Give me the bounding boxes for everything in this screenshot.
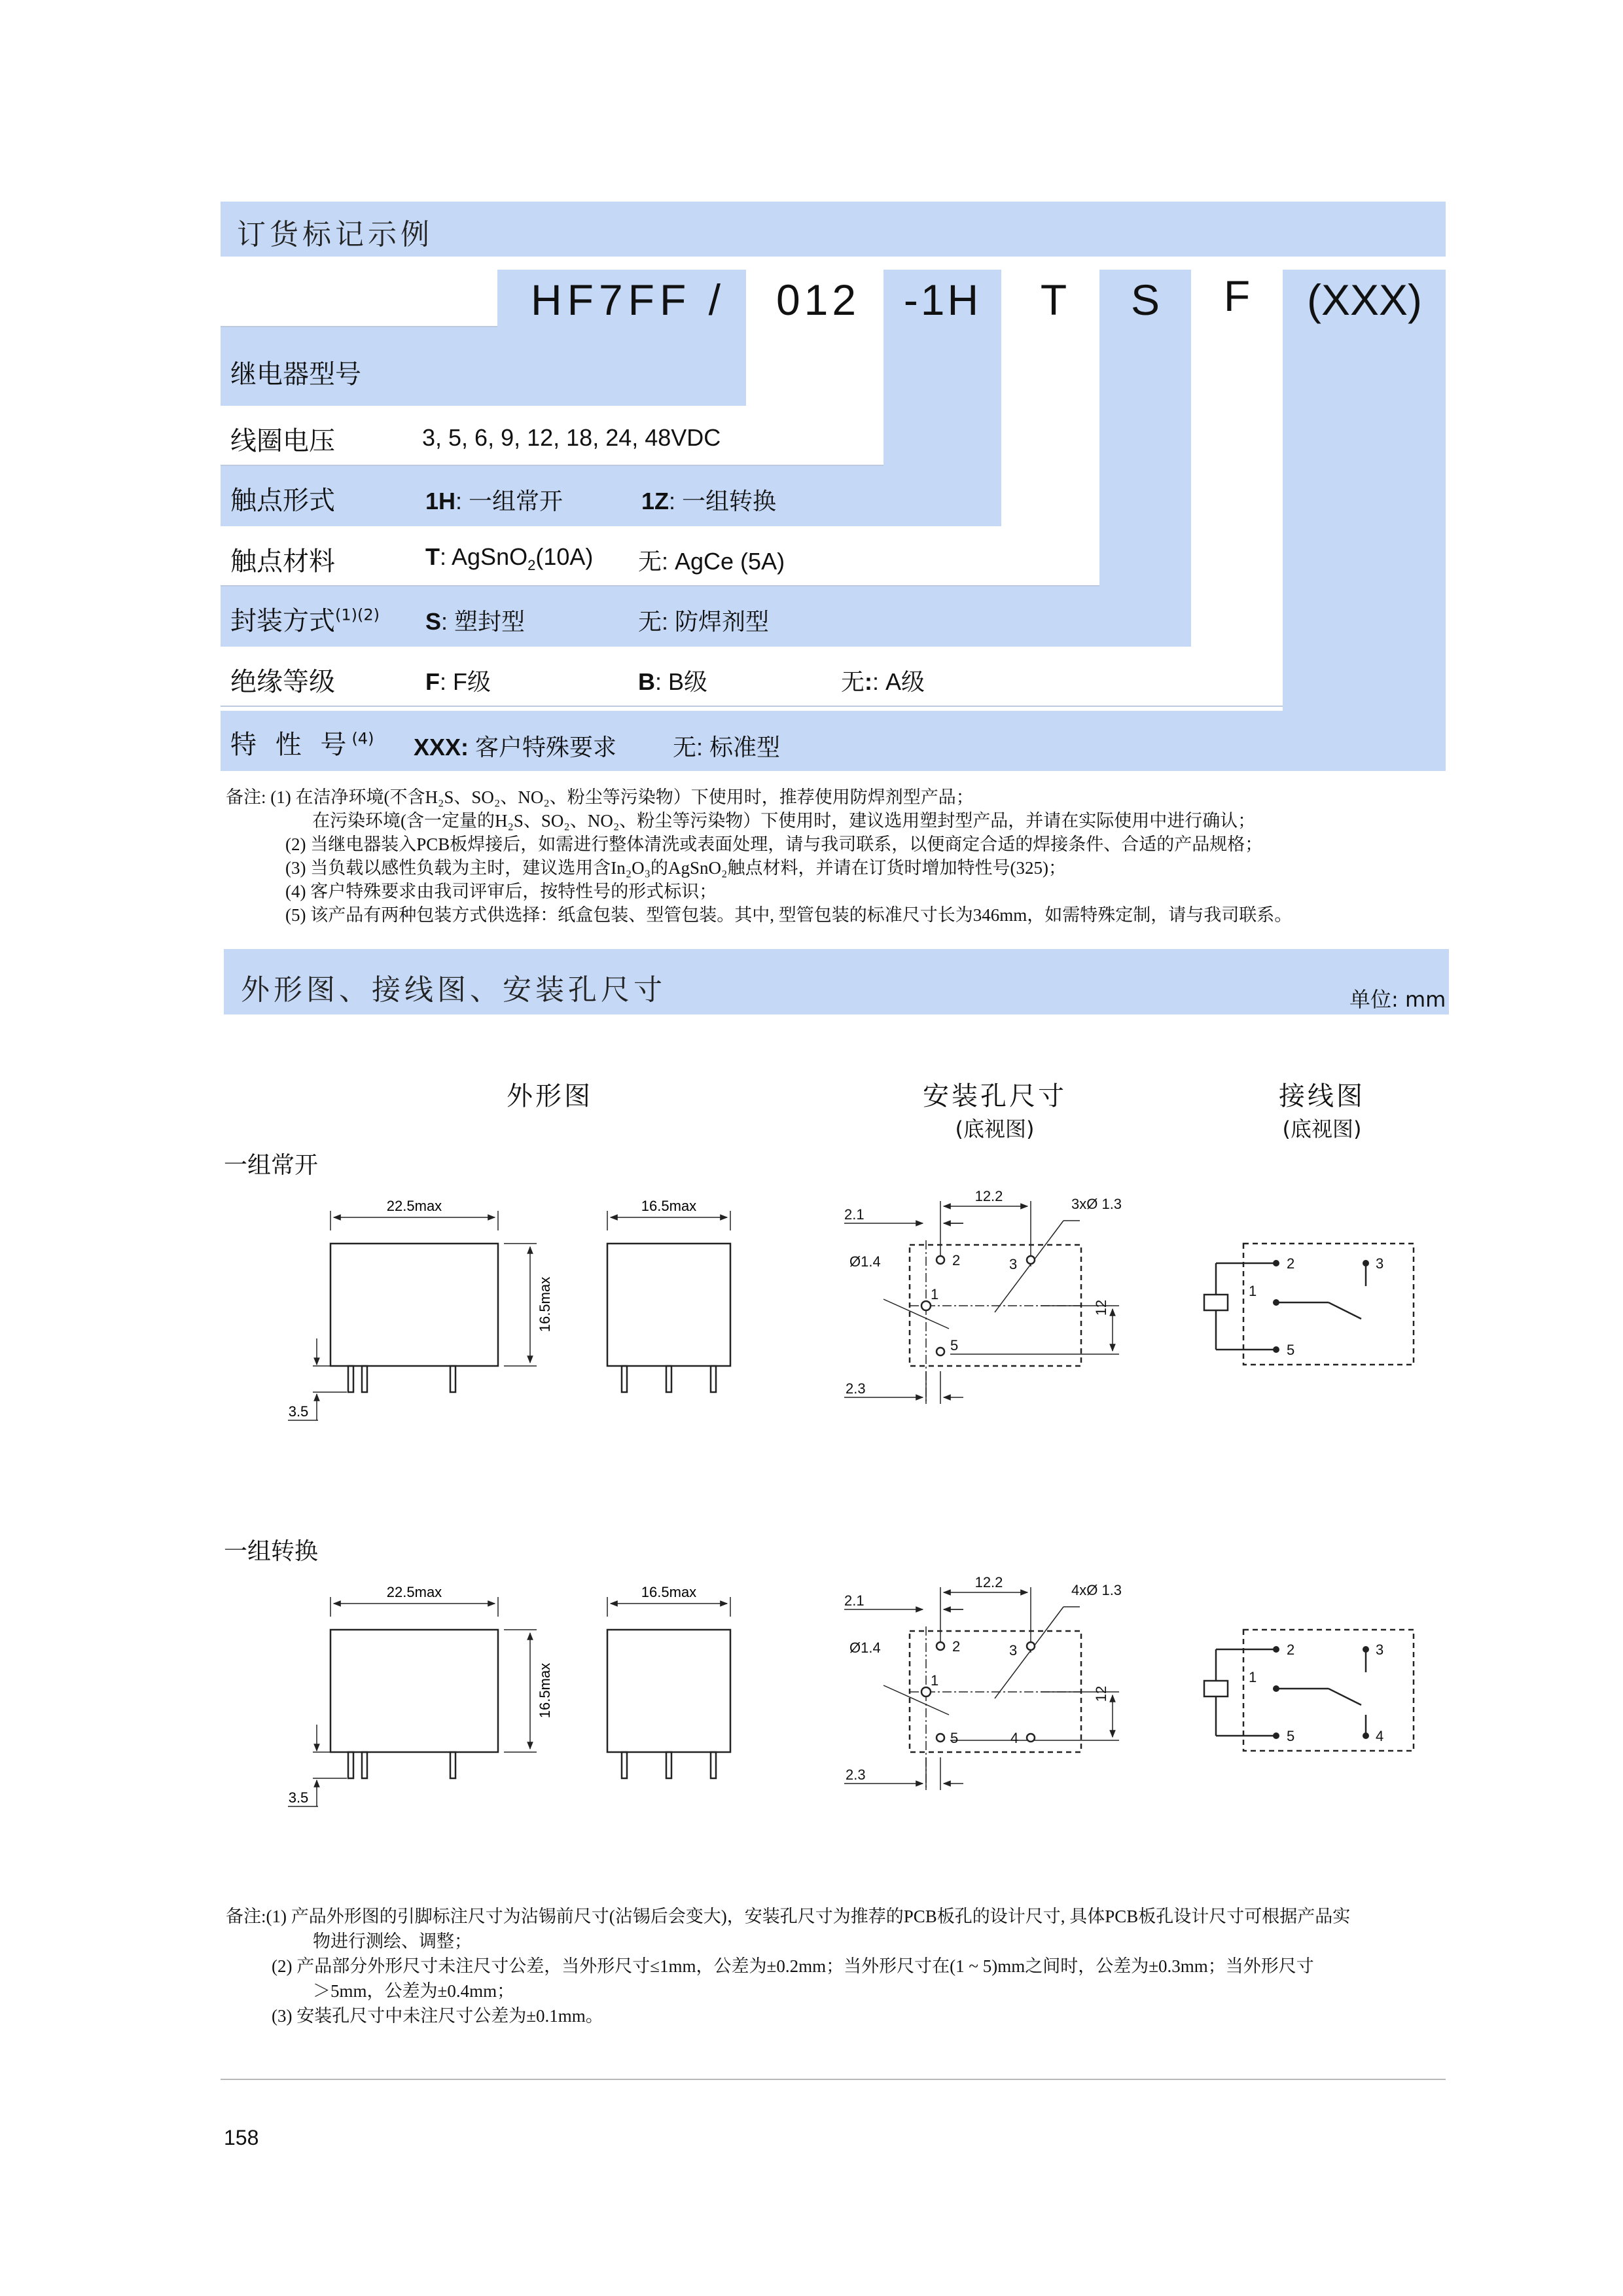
wiring-pin-1: 1	[1249, 1283, 1257, 1299]
note2-line3: (2) 产品部分外形尺寸未注尺寸公差，当外形尺寸≤1mm，公差为±0.2mm；当外形尺寸在(1 ~ 5)mm之间时，公差为±0.3mm；当外形尺寸	[272, 1956, 1314, 1976]
footer-divider	[221, 2079, 1446, 2080]
wiring-outline	[1243, 1244, 1414, 1365]
note1-line1: 备注: (1) 在洁净环境(不含H₂S、SO₂、NO₂、粉尘等污染物）下使用时，推荐使用防焊剂型产品；	[226, 787, 974, 807]
dim-width-side: 16.5max	[641, 1198, 697, 1214]
dim-width-front-2: 22.5max	[386, 1584, 442, 1600]
group1-label: 一组常开	[224, 1152, 319, 1179]
relay-side-body-2	[607, 1630, 730, 1752]
hole-5	[936, 1348, 944, 1355]
hole-3	[1027, 1256, 1035, 1264]
row-label-insulation: 绝缘等级	[230, 667, 335, 697]
material-none: 无: AgCe (5A)	[638, 548, 785, 575]
dim-23-2: 2.3	[846, 1767, 866, 1783]
dim-21-2: 2.1	[844, 1592, 865, 1609]
hole-spec-2: 4xØ 1.3	[1071, 1582, 1122, 1598]
note1-line2: 在污染环境(含一定量的H₂S、SO₂、NO₂、粉尘等污染物）下使用时，建议选用塑封型产品，并请在实际使用中进行确认；	[312, 811, 1256, 831]
dim-122-2: 12.2	[974, 1574, 1003, 1590]
dim-pin-length: 3.5	[288, 1403, 309, 1420]
code-contact: -1H	[903, 276, 982, 324]
dim-23: 2.3	[846, 1380, 866, 1397]
row-bar-contact	[221, 466, 1001, 526]
outline-drawing-2	[275, 1571, 759, 1820]
hole-spec: 3xØ 1.3	[1071, 1196, 1122, 1212]
special-xxx: XXX: 客户特殊要求	[414, 734, 617, 761]
page-number: 158	[224, 2126, 259, 2149]
wiring2-pin-3: 3	[1376, 1641, 1384, 1658]
row-line-model	[221, 326, 497, 327]
hole-2	[936, 1256, 944, 1264]
holes-drawing-1	[844, 1181, 1145, 1417]
insulation-a: 无:: A级	[841, 668, 925, 695]
pin-label-1: 1	[931, 1286, 939, 1302]
wiring-pin-5: 5	[1287, 1342, 1295, 1358]
wiring-pin-3: 3	[1376, 1255, 1384, 1272]
note2-line4: ＞5mm，公差为±0.4mm；	[313, 1981, 515, 2001]
note1-line4: (3) 当负载以感性负载为主时，建议选用含In₂O₃的AgSnO₂触点材料，并请在订货时增加特性号(325)；	[285, 858, 1066, 878]
ordering-title: 订货标记示例	[237, 218, 433, 251]
pin2-label-2: 2	[952, 1638, 961, 1655]
note2-line2: 物进行测绘、调整；	[313, 1931, 472, 1951]
col-wiring-title: 接线图	[1279, 1081, 1365, 1111]
hole-1	[921, 1301, 931, 1310]
col-holes-title: 安装孔尺寸	[923, 1081, 1067, 1111]
dimensions-title: 外形图、接线图、安装孔尺寸	[241, 973, 666, 1007]
note2-line5: (3) 安装孔尺寸中未注尺寸公差为±0.1mm。	[272, 2006, 603, 2026]
dim-width-side-2: 16.5max	[641, 1584, 697, 1600]
code-block-special	[1283, 270, 1446, 771]
relay-front-body	[330, 1244, 498, 1366]
row-label-voltage: 线圈电压	[230, 426, 335, 456]
row-label-sealing: 封装方式$^{(1)(2)}$	[230, 605, 380, 636]
wiring2-pin-4: 4	[1376, 1728, 1384, 1744]
special-none: 无: 标准型	[673, 734, 781, 761]
wiring-drawing-1	[1198, 1237, 1420, 1374]
row-label-special: 特 性 号$^{(4)}$	[230, 729, 374, 760]
group2-label: 一组转换	[224, 1538, 319, 1565]
dim-12: 12	[1093, 1299, 1109, 1316]
pin-label-2: 2	[952, 1252, 961, 1268]
row-label-material: 触点材料	[230, 547, 335, 577]
row-line-insulation	[221, 706, 1283, 707]
pin2-label-1: 1	[931, 1672, 939, 1689]
voltage-values: 3, 5, 6, 9, 12, 18, 24, 48VDC	[422, 424, 721, 451]
code-voltage: 012	[776, 276, 861, 324]
row-label-contact: 触点形式	[230, 486, 335, 516]
note1-line5: (4) 客户特殊要求由我司评审后，按特性号的形式标识；	[285, 882, 717, 901]
col-outline-title: 外形图	[507, 1081, 593, 1111]
dim-height-2: 16.5max	[537, 1662, 553, 1719]
pin2-label-3: 3	[1009, 1642, 1018, 1659]
wiring-drawing-2	[1198, 1623, 1420, 1761]
insulation-b: B: B级	[638, 668, 708, 695]
dim-122: 12.2	[974, 1188, 1003, 1204]
coil-symbol	[1204, 1295, 1228, 1310]
dim-height: 16.5max	[537, 1276, 553, 1333]
dim-width-front: 22.5max	[386, 1198, 442, 1214]
pin-label-5: 5	[950, 1337, 959, 1354]
holes-drawing-2	[844, 1568, 1145, 1803]
pin-label-3: 3	[1009, 1256, 1018, 1272]
note1-line3: (2) 当继电器装入PCB板焊接后，如需进行整体清洗或表面处理，请与我司联系，以便商定合适的焊接条件、合适的产品规格；	[285, 834, 1263, 854]
col-wiring-subtitle: (底视图)	[1282, 1117, 1362, 1141]
sealing-s: S: 塑封型	[425, 608, 526, 635]
code-insulation: F	[1223, 272, 1251, 320]
unit-label: 单位: mm	[1349, 987, 1446, 1012]
outline-drawing-1	[275, 1185, 759, 1433]
code-model: HF7FF /	[531, 276, 726, 324]
contact-1z: 1Z: 一组转换	[641, 488, 777, 514]
code-material: T	[1040, 276, 1067, 324]
wiring2-pin-2: 2	[1287, 1641, 1295, 1658]
note2-line1: 备注:(1) 产品外形图的引脚标注尺寸为沾锡前尺寸(沾锡后会变大)，安装孔尺寸为推荐的PCB板孔的设计尺寸, 具体PCB板孔设计尺寸可根据产品实	[226, 1907, 1351, 1926]
code-sealing: S	[1130, 276, 1160, 324]
wiring-pin-2: 2	[1287, 1255, 1295, 1272]
dim-21: 2.1	[844, 1206, 865, 1223]
pin2-label-5: 5	[950, 1730, 959, 1746]
dim-dia14: Ø1.4	[849, 1253, 881, 1270]
dim-pin-length-2: 3.5	[288, 1789, 309, 1806]
code-special: (XXX)	[1306, 276, 1423, 324]
dim-12-2: 12	[1093, 1685, 1109, 1702]
wiring2-pin-5: 5	[1287, 1728, 1295, 1744]
wiring2-pin-1: 1	[1249, 1669, 1257, 1685]
insulation-f: F: F级	[425, 668, 491, 695]
col-holes-subtitle: (底视图)	[955, 1117, 1035, 1141]
dim-dia14-2: Ø1.4	[849, 1640, 881, 1656]
relay-side-body	[607, 1244, 730, 1366]
sealing-none: 无: 防焊剂型	[638, 608, 770, 635]
row-label-model: 继电器型号	[230, 359, 361, 389]
note1-line6: (5) 该产品有两种包装方式供选择：纸盒包装、型管包装。其中, 型管包装的标准尺寸长为346mm，如需特殊定制，请与我司联系。	[285, 905, 1293, 925]
contact-1h: 1H: 一组常开	[425, 488, 563, 514]
material-t: T: AgSnO$_2$(10A)	[425, 543, 594, 574]
row-bar-special	[221, 711, 1446, 771]
pin2-label-4: 4	[1010, 1730, 1019, 1746]
relay-front-body-2	[330, 1630, 498, 1752]
